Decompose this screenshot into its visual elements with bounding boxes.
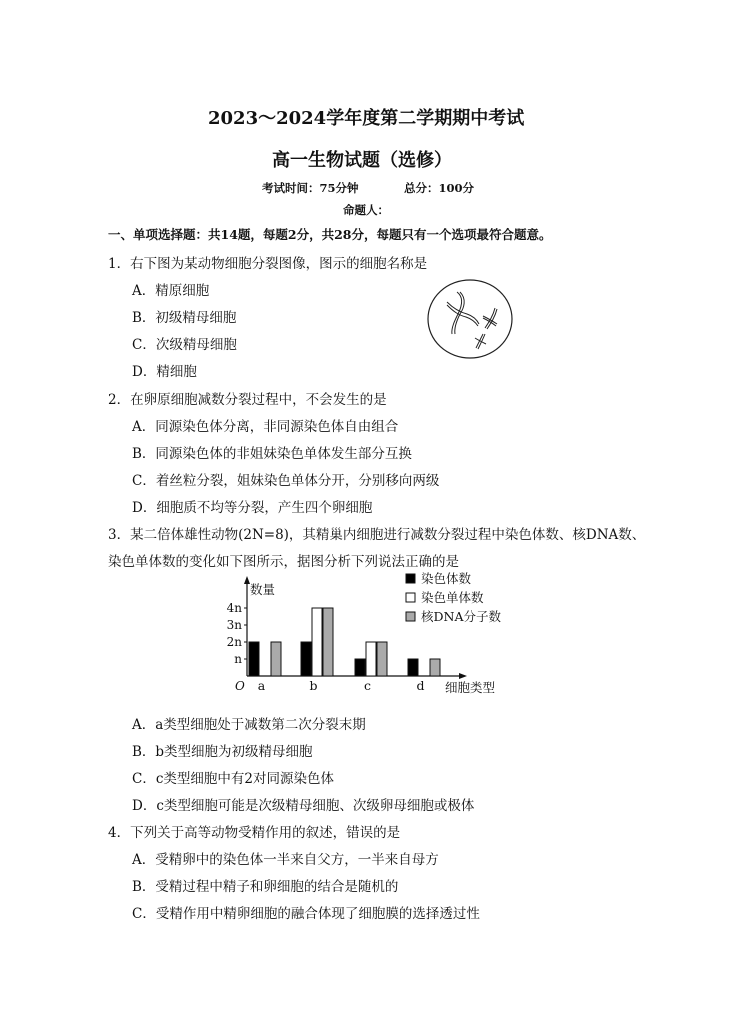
legend-label-2: 核DNA分子数 [421, 609, 501, 624]
x-axis-arrow [459, 673, 467, 679]
question-1-option-b: B．初级精母细胞 [132, 310, 237, 326]
y-tick-label: 4n [226, 601, 242, 615]
bar-a-series-0 [249, 642, 259, 676]
question-1-option-c: C．次级精母细胞 [132, 337, 237, 353]
question-2-option-d: D．细胞质不均等分裂，产生四个卵细胞 [132, 500, 373, 516]
chromosome-small-1 [483, 308, 497, 329]
cell-type-bar-chart [225, 572, 525, 700]
bar-d-series-0 [408, 659, 418, 676]
bar-b-series-2 [323, 608, 333, 676]
question-2-option-a: A．同源染色体分离，非同源染色体自由组合 [132, 419, 399, 435]
origin-label: O [235, 679, 245, 693]
question-3-option-b: B．b类型细胞为初级精母细胞 [132, 744, 313, 760]
bar-d-series-2 [430, 659, 440, 676]
bar-b-series-0 [301, 642, 311, 676]
bar-c-series-1 [366, 642, 376, 676]
y-tick-label: 3n [226, 618, 242, 632]
y-tick-label: 2n [226, 635, 242, 649]
question-1-stem: 1．右下图为某动物细胞分裂图像，图示的细胞名称是 [108, 256, 428, 272]
author-line: 命题人： [343, 203, 389, 217]
question-4-option-a: A．受精卵中的染色体一半来自父方，一半来自母方 [132, 852, 439, 868]
category-label-b: b [309, 678, 318, 693]
bar-b-series-1 [312, 608, 322, 676]
chromosome-large [447, 292, 479, 334]
question-2-stem: 2．在卵原细胞减数分裂过程中，不会发生的是 [108, 392, 387, 408]
question-4-option-c: C．受精作用中精卵细胞的融合体现了细胞膜的选择透过性 [132, 906, 480, 922]
bar-c-series-0 [355, 659, 365, 676]
legend-label-0: 染色体数 [421, 572, 472, 586]
question-3-option-a: A．a类型细胞处于减数第二次分裂末期 [132, 717, 366, 733]
question-3-option-d: D．c类型细胞可能是次级精母细胞、次级卵母细胞或极体 [132, 798, 475, 814]
section-heading: 一、单项选择题：共14题，每题2分，共28分，每题只有一个选项最符合题意。 [108, 227, 552, 242]
exam-title: 2023～2024学年度第二学期期中考试 [208, 108, 525, 129]
question-4-option-b: B．受精过程中精子和卵细胞的结合是随机的 [132, 879, 399, 895]
legend-label-1: 染色单体数 [421, 590, 484, 605]
question-3-stem-line1: 3．某二倍体雄性动物(2N=8)，其精巢内细胞进行减数分裂过程中染色体数、核DNA数、 [108, 527, 646, 543]
bar-a-series-2 [271, 642, 281, 676]
total-score: 总分：100分 [404, 181, 475, 195]
question-1-option-a: A．精原细胞 [132, 283, 210, 299]
chromosome-small-2 [475, 334, 486, 349]
question-4-stem: 4．下列关于高等动物受精作用的叙述，错误的是 [108, 825, 401, 841]
question-3-option-c: C．c类型细胞中有2对同源染色体 [132, 771, 334, 787]
legend-swatch-0 [406, 574, 415, 583]
x-axis-label: 细胞类型 [445, 680, 496, 695]
y-tick-label: n [234, 652, 242, 666]
category-label-d: d [416, 678, 425, 693]
question-2-option-c: C．着丝粒分裂，姐妹染色单体分开，分别移向两级 [132, 473, 440, 489]
category-label-a: a [257, 678, 266, 693]
question-3-stem-line2: 染色单体数的变化如下图所示，据图分析下列说法正确的是 [108, 554, 459, 570]
cell-division-figure [425, 278, 515, 360]
y-axis-label: 数量 [250, 582, 276, 597]
category-label-c: c [363, 678, 372, 693]
exam-subtitle: 高一生物试题（选修） [272, 150, 452, 171]
legend-swatch-2 [406, 612, 415, 621]
exam-time: 考试时间：75分钟 [262, 181, 359, 195]
question-2-option-b: B．同源染色体的非姐妹染色单体发生部分互换 [132, 446, 412, 462]
question-1-option-d: D．精细胞 [132, 364, 197, 380]
bar-c-series-2 [377, 642, 387, 676]
legend-swatch-1 [406, 593, 415, 602]
